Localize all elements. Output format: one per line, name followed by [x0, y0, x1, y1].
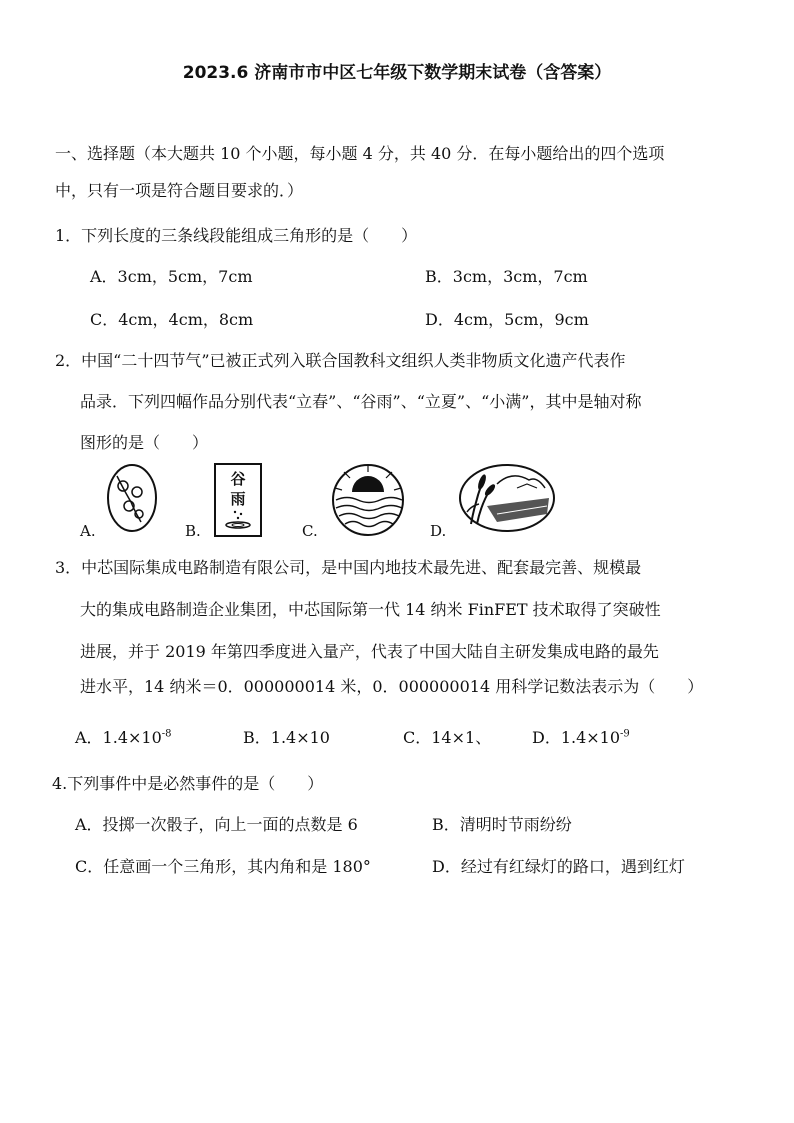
q3-option-c: C．14×1、 [403, 728, 492, 747]
q4-option-b: B．清明时节雨纷纷 [432, 815, 572, 834]
figure-label-b: B. [185, 522, 201, 540]
q3-option-d-exponent: -9 [620, 728, 630, 740]
plum-blossom-figure [105, 462, 160, 534]
figure-label-d: D. [430, 522, 447, 540]
q3-option-b: B．1.4×10 [243, 728, 330, 747]
wheat-field-figure [457, 462, 557, 534]
grain-rain-figure [213, 462, 263, 538]
figure-label-a: A. [80, 522, 96, 540]
q4-option-a: A．投掷一次骰子，向上一面的点数是 6 [75, 815, 358, 834]
grain-rain-char-1: 谷 [230, 470, 246, 488]
q3-option-a-base: A．1.4×10 [75, 728, 162, 747]
section-heading-line-2: 中，只有一项是符合题目要求的．） [55, 181, 304, 200]
q4-option-d: D．经过有红绿灯的路口，遇到红灯 [432, 857, 685, 876]
q4-stem: 4.下列事件中是必然事件的是（ ） [52, 774, 324, 793]
section-heading-line-1: 一、选择题（本大题共 10 个小题，每小题 4 分，共 40 分．在每小题给出的四个选项 [55, 144, 665, 163]
q1-option-d: D．4cm，5cm，9cm [425, 310, 589, 329]
q1-option-a: A．3cm，5cm，7cm [90, 267, 253, 286]
q3-option-a-exponent: -8 [161, 728, 172, 740]
q3-option-d-base: D．1.4×10 [532, 728, 621, 747]
q3-line-4: 进水平，14 纳米＝0．000000014 米，0．000000014 用科学记数法表示为（ ） [80, 677, 704, 696]
q1-stem: 1．下列长度的三条线段能组成三角形的是（ ） [55, 226, 418, 245]
q3-line-1: 3．中芯国际集成电路制造有限公司，是中国内地技术最先进、配套最完善、规模最 [55, 558, 642, 577]
q3-line-2: 大的集成电路制造企业集团，中芯国际第一代 14 纳米 FinFET 技术取得了突破性 [80, 600, 661, 619]
q1-option-c: C．4cm，4cm，8cm [90, 310, 254, 329]
grain-rain-char-2: 雨 [230, 490, 246, 508]
q3-option-a [75, 727, 172, 749]
sun-waves-figure [330, 462, 406, 538]
q1-option-b: B．3cm，3cm，7cm [425, 267, 588, 286]
figure-label-c: C. [302, 522, 318, 540]
q3-line-3: 进展，并于 2019 年第四季度进入量产，代表了中国大陆自主研发集成电路的最先 [80, 642, 659, 661]
q2-line-1: 2．中国“二十四节气”已被正式列入联合国教科文组织人类非物质文化遗产代表作 [55, 351, 626, 370]
page-title: 2023.6 济南市市中区七年级下数学期末试卷（含答案） [182, 63, 612, 83]
q2-line-3: 图形的是（ ） [80, 433, 209, 452]
q3-option-d [532, 727, 630, 749]
q2-line-2: 品录．下列四幅作品分别代表“立春”、“谷雨”、“立夏”、“小满”，其中是轴对称 [80, 392, 642, 411]
q4-option-c: C．任意画一个三角形，其内角和是 180° [75, 857, 371, 876]
